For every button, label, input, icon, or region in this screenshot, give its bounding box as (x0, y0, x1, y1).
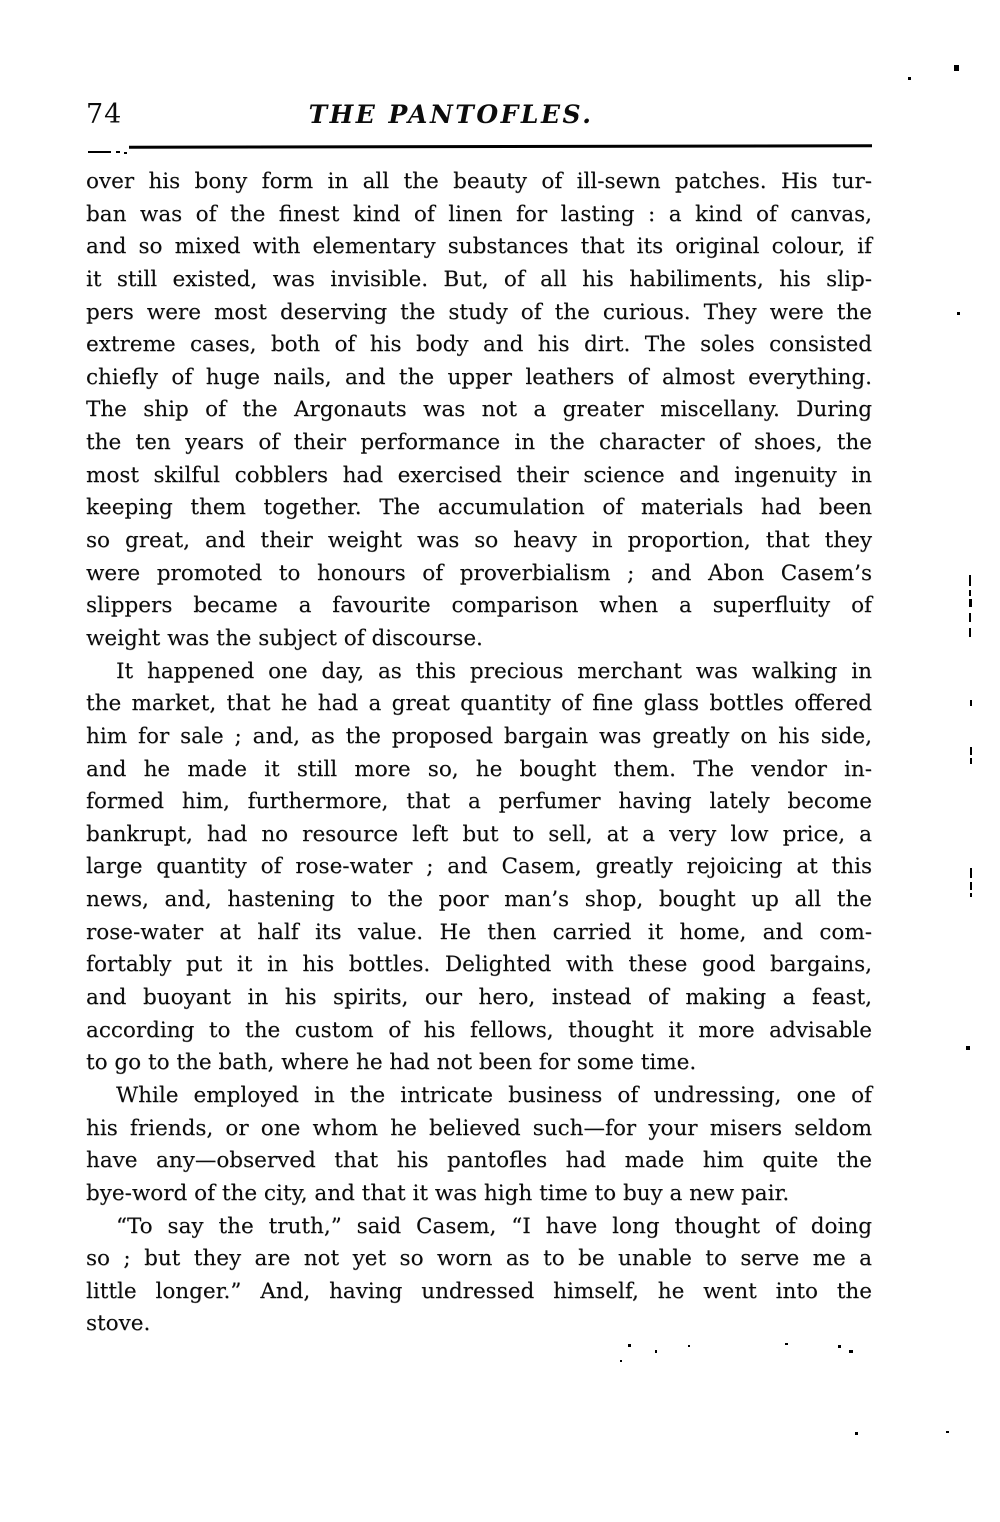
scan-dash (970, 747, 972, 755)
scan-dash (969, 613, 971, 622)
scan-dash (969, 599, 972, 607)
scan-speck (785, 1343, 788, 1345)
text-line: and buoyant in his spirits, our hero, instead of making a feast, (86, 985, 872, 1011)
scan-speck (954, 65, 959, 71)
text-line: the market, that he had a great quantity of fine glass bottles offered (86, 691, 872, 717)
header-rule-dash (88, 151, 111, 153)
paragraph-3 (86, 1080, 872, 1211)
text-line: slippers became a favourite comparison when a superfluity of (86, 593, 872, 619)
text-line: fortably put it in his bottles. Delighted with these good bargains, (86, 952, 872, 978)
header-rule-dot (124, 152, 127, 154)
scan-speck (957, 312, 960, 315)
text-line: him for sale ; and, as the proposed bargain was greatly on his side, (86, 723, 872, 749)
text-line: stove. (86, 1311, 151, 1337)
text-line: his friends, or one whom he believed such—for your misers seldom (86, 1115, 872, 1141)
paragraph-4 (86, 1211, 872, 1342)
paragraph-2 (86, 656, 872, 1080)
text-line: little longer.” And, having undressed himself, he went into the (86, 1278, 872, 1304)
header-rule-dot (116, 151, 120, 153)
text-line: and so mixed with elementary substances that its original colour, if (86, 234, 872, 260)
body-text (86, 166, 872, 1341)
scan-speck (966, 1046, 970, 1050)
running-title: THE PANTOFLES. (308, 100, 594, 129)
text-line: chiefly of huge nails, and the upper leathers of almost everything. (86, 364, 872, 390)
paragraph-1 (86, 166, 872, 656)
scan-dash (969, 590, 971, 596)
scan-speck (849, 1350, 853, 1353)
text-line: While employed in the intricate business of undressing, one of (116, 1082, 872, 1108)
text-line: formed him, furthermore, that a perfumer having lately become (86, 789, 872, 815)
text-line: ban was of the finest kind of linen for lasting : a kind of canvas, (86, 201, 872, 227)
text-line: most skilful cobblers had exercised their science and ingenuity in (86, 462, 872, 488)
text-line: weight was the subject of discourse. (86, 625, 483, 651)
scan-dash (970, 893, 972, 897)
text-line: large quantity of rose-water ; and Casem, greatly rejoicing at this (86, 854, 872, 880)
page-number: 74 (86, 99, 123, 130)
text-line: were promoted to honours of proverbialism ; and Abon Casem’s (86, 560, 872, 586)
text-line: extreme cases, both of his body and his dirt. The soles consisted (86, 332, 872, 358)
scan-dash (970, 882, 972, 890)
text-line: and he made it still more so, he bought them. The vendor in- (86, 756, 872, 782)
scan-dash (970, 758, 972, 764)
text-line: bye-word of the city, and that it was high time to buy a new pair. (86, 1180, 790, 1206)
text-line: pers were most deserving the study of the curious. They were the (86, 299, 872, 325)
scan-dash (969, 575, 971, 586)
text-line: according to the custom of his fellows, thought it more advisable (86, 1017, 872, 1043)
text-line: over his bony form in all the beauty of ill-sewn patches. His tur- (86, 169, 872, 194)
scan-speck (838, 1345, 841, 1348)
text-line: so ; but they are not yet so worn as to be unable to serve me a (86, 1246, 872, 1272)
header-rule (129, 144, 872, 149)
text-line: have any—observed that his pantofles had made him quite the (86, 1148, 872, 1174)
scan-speck (946, 1431, 949, 1433)
text-line: The ship of the Argonauts was not a greater miscellany. During (86, 397, 872, 423)
text-line: It happened one day, as this precious merchant was walking in (116, 658, 872, 684)
text-line: so great, and their weight was so heavy in proportion, that they (86, 528, 872, 554)
scan-dash (970, 868, 972, 878)
scan-speck (688, 1345, 690, 1347)
scan-speck (908, 77, 911, 80)
text-line: bankrupt, had no resource left but to sell, at a very low price, a (86, 821, 872, 847)
scan-dash (969, 628, 971, 637)
scan-speck (655, 1350, 657, 1353)
text-line: the ten years of their performance in the character of shoes, the (86, 430, 872, 456)
text-line: news, and, hastening to the poor man’s shop, bought up all the (86, 887, 872, 913)
scan-speck (628, 1344, 631, 1347)
scan-speck (855, 1432, 858, 1435)
text-line: it still existed, was invisible. But, of all his habiliments, his slip- (86, 266, 872, 292)
text-line: to go to the bath, where he had not been for some time. (86, 1050, 697, 1076)
text-line: rose-water at half its value. He then carried it home, and com- (86, 919, 872, 945)
scan-dash (970, 700, 972, 706)
text-line: keeping them together. The accumulation of materials had been (86, 495, 872, 521)
scan-speck (620, 1360, 622, 1362)
text-line: “To say the truth,” said Casem, “I have long thought of doing (116, 1213, 872, 1239)
